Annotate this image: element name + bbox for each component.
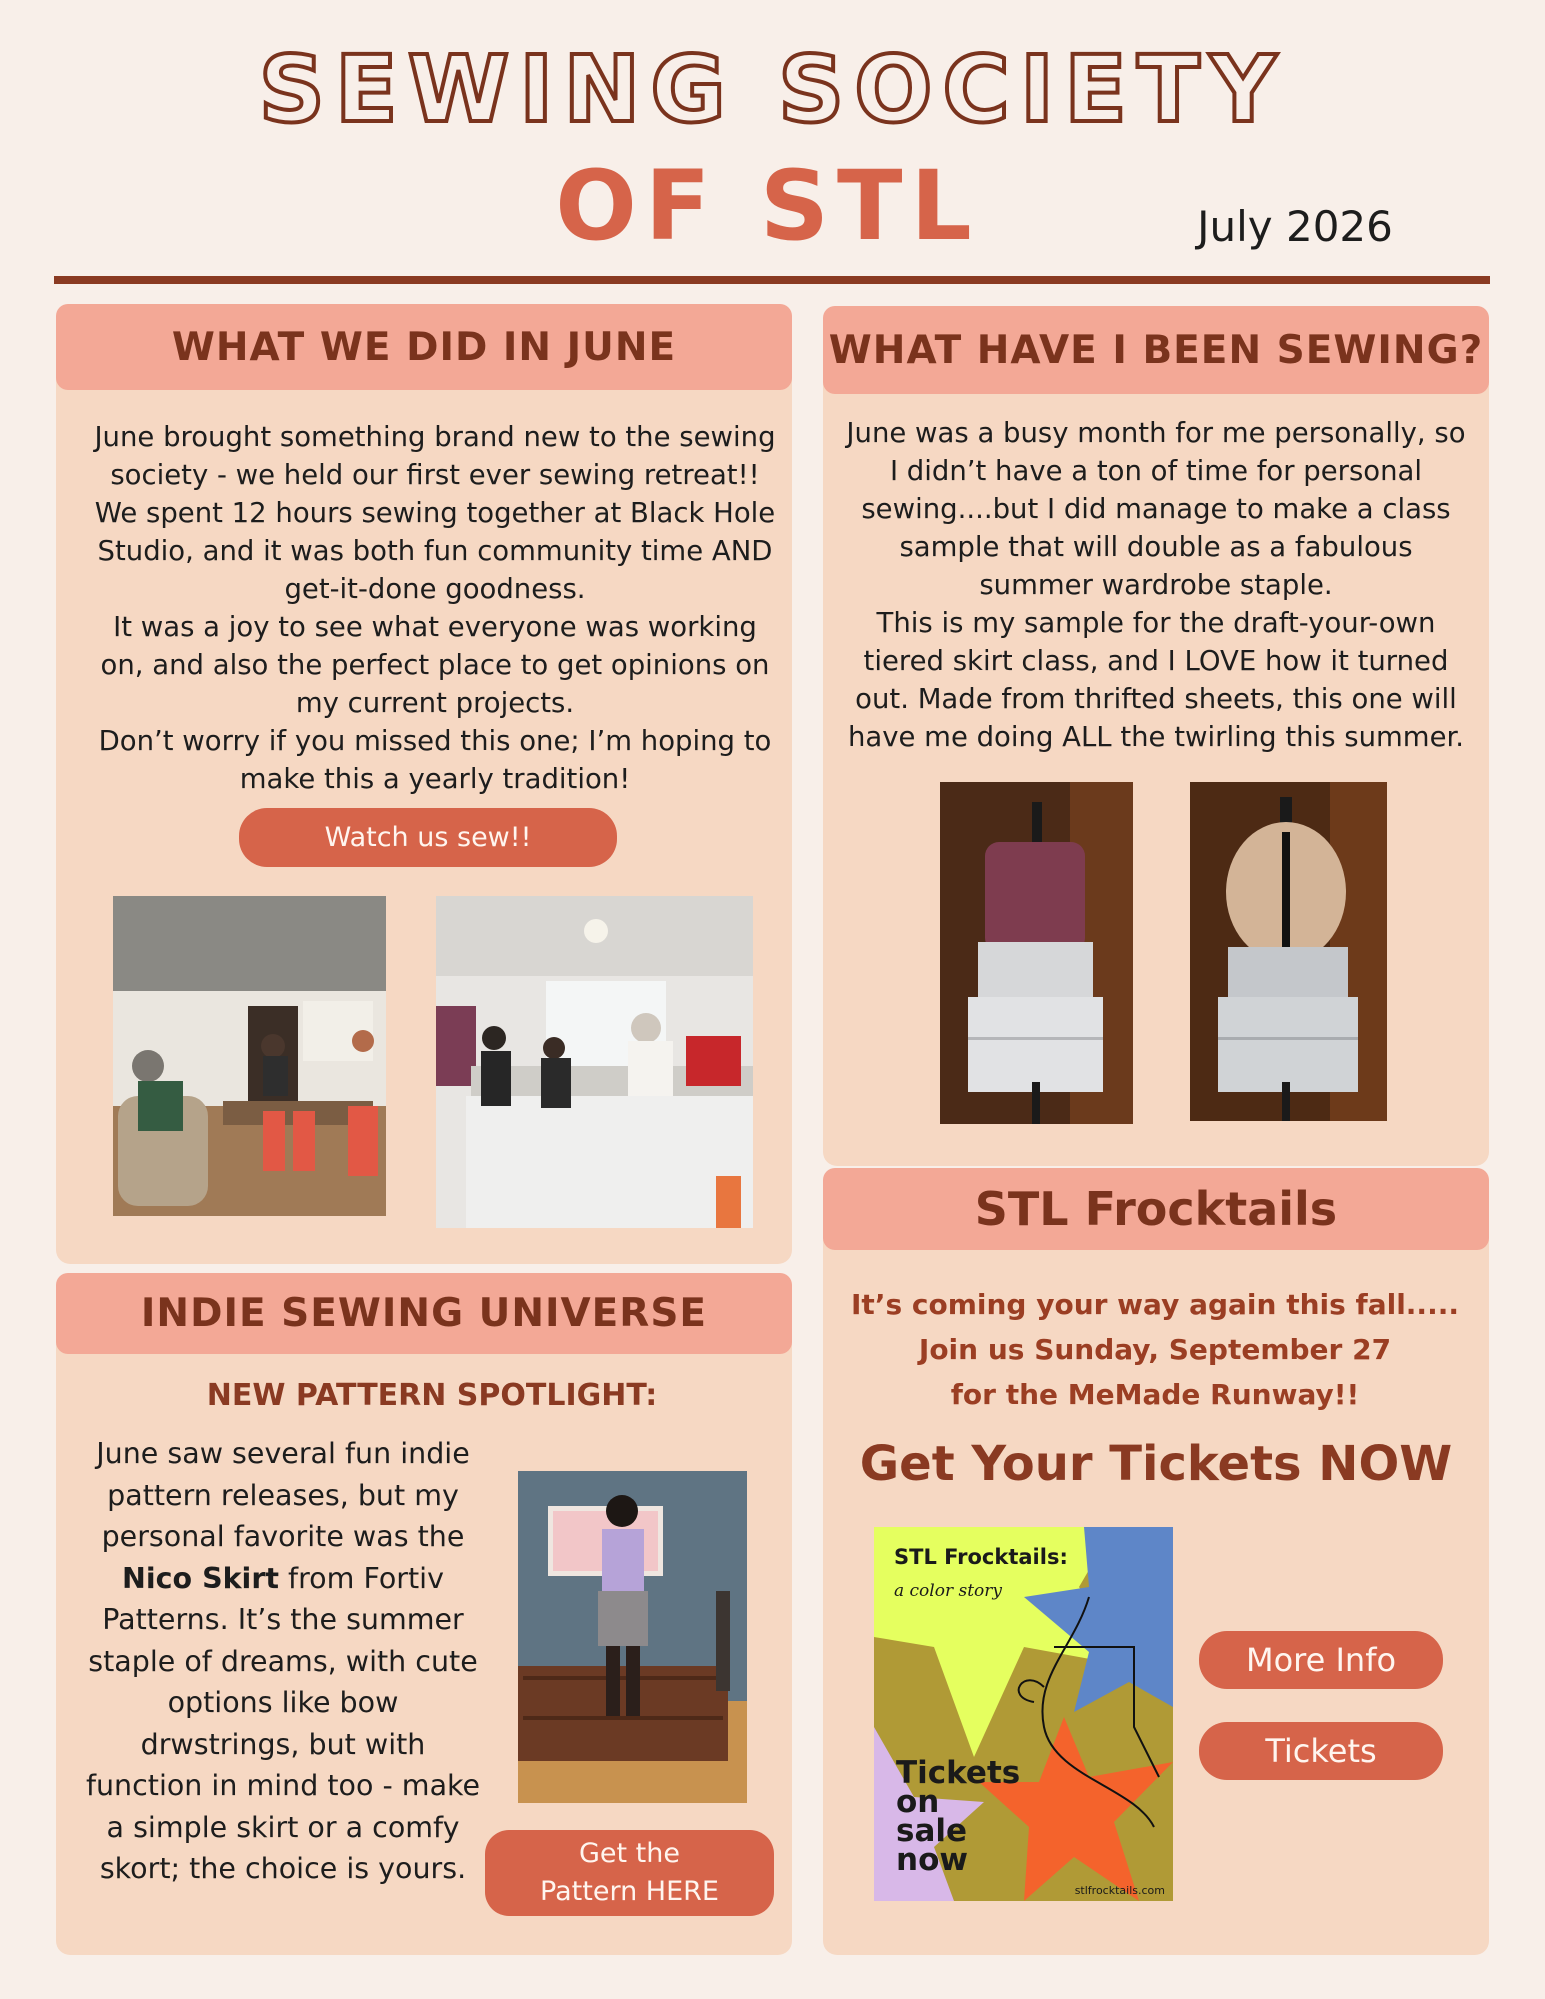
watch-us-sew-button[interactable]: Watch us sew!! (239, 808, 617, 867)
poster-sale-line-1: Tickets (896, 1755, 1021, 1791)
poster-tagline: a color story (894, 1581, 1003, 1601)
june-paragraph-1: June brought something brand new to the sewing society - we held our first ever sewing retreat!! We spent 12 hours sewing together at Black Hole Studio, and it was both fun community time AND get-it-done goodness. (94, 421, 776, 605)
poster-sale-line-4: now (896, 1842, 969, 1878)
nico-skirt-name: Nico Skirt (122, 1561, 279, 1595)
sewing-text (840, 414, 1472, 756)
nico-skirt-photo (518, 1471, 747, 1803)
retreat-photo-cutting-table (436, 896, 753, 1228)
poster-title: STL Frocktails: (894, 1545, 1068, 1569)
indie-heading: INDIE SEWING UNIVERSE (56, 1273, 792, 1354)
frocktails-heading: STL Frocktails (823, 1168, 1489, 1250)
june-paragraph-3: Don’t worry if you missed this one; I’m hoping to make this a yearly tradition! (98, 725, 772, 795)
tiered-skirt-photo-on-form (1190, 782, 1387, 1121)
get-pattern-button[interactable]: Get the Pattern HERE (485, 1830, 774, 1916)
tiered-skirt-photo-with-top (940, 782, 1133, 1124)
tickets-cta: Get Your Tickets NOW (859, 1436, 1453, 1492)
frocktails-line-1: It’s coming your way again this fall..... (851, 1288, 1459, 1321)
newsletter-subtitle: OF STL (555, 150, 980, 262)
pattern-spotlight-heading: NEW PATTERN SPOTLIGHT: (206, 1378, 658, 1413)
more-info-button[interactable]: More Info (1199, 1631, 1443, 1689)
june-heading: WHAT WE DID IN JUNE (56, 304, 792, 390)
frocktails-line-2: Join us Sunday, September 27 for the MeMade Runway!! (918, 1333, 1392, 1411)
frocktails-poster (874, 1527, 1173, 1901)
june-text (90, 418, 780, 798)
sewing-paragraph-2: This is my sample for the draft-your-own tiered skirt class, and I LOVE how it turned out. Made from thrifted sheets, this one will have me doing ALL the twirling this summer. (847, 607, 1465, 753)
indie-text (84, 1433, 482, 1890)
issue-date: July 2026 (1197, 202, 1393, 251)
june-paragraph-2: It was a joy to see what everyone was working on, and also the perfect place to get opinions on my current projects. (100, 611, 770, 719)
sewing-paragraph-1: June was a busy month for me personally, so I didn’t have a ton of time for personal sewing....but I did manage to make a class sample that will double as a fabulous summer wardrobe staple. (846, 417, 1466, 601)
poster-url: stlfrocktails.com (1074, 1884, 1165, 1897)
indie-text-rest: from Fortiv Patterns. It’s the summer staple of dreams, with cute options like bow drwstrings, but with function in mind too - make a simple skirt or a comfy skort; the choice is yours. (85, 1561, 481, 1885)
newsletter-title: SEWING SOCIETY (258, 36, 1287, 143)
sewing-heading: WHAT HAVE I BEEN SEWING? (823, 306, 1489, 394)
poster-sale-line-3: sale (896, 1813, 968, 1849)
retreat-photo-living-room (113, 896, 386, 1216)
frocktails-announcement (835, 1282, 1475, 1417)
header-divider (54, 276, 1490, 284)
tickets-button[interactable]: Tickets (1199, 1722, 1443, 1780)
poster-sale-text (896, 1755, 1021, 1878)
poster-sale-line-2: on (896, 1784, 940, 1820)
indie-text-intro: June saw several fun indie pattern releases, but my personal favorite was the (96, 1437, 470, 1553)
